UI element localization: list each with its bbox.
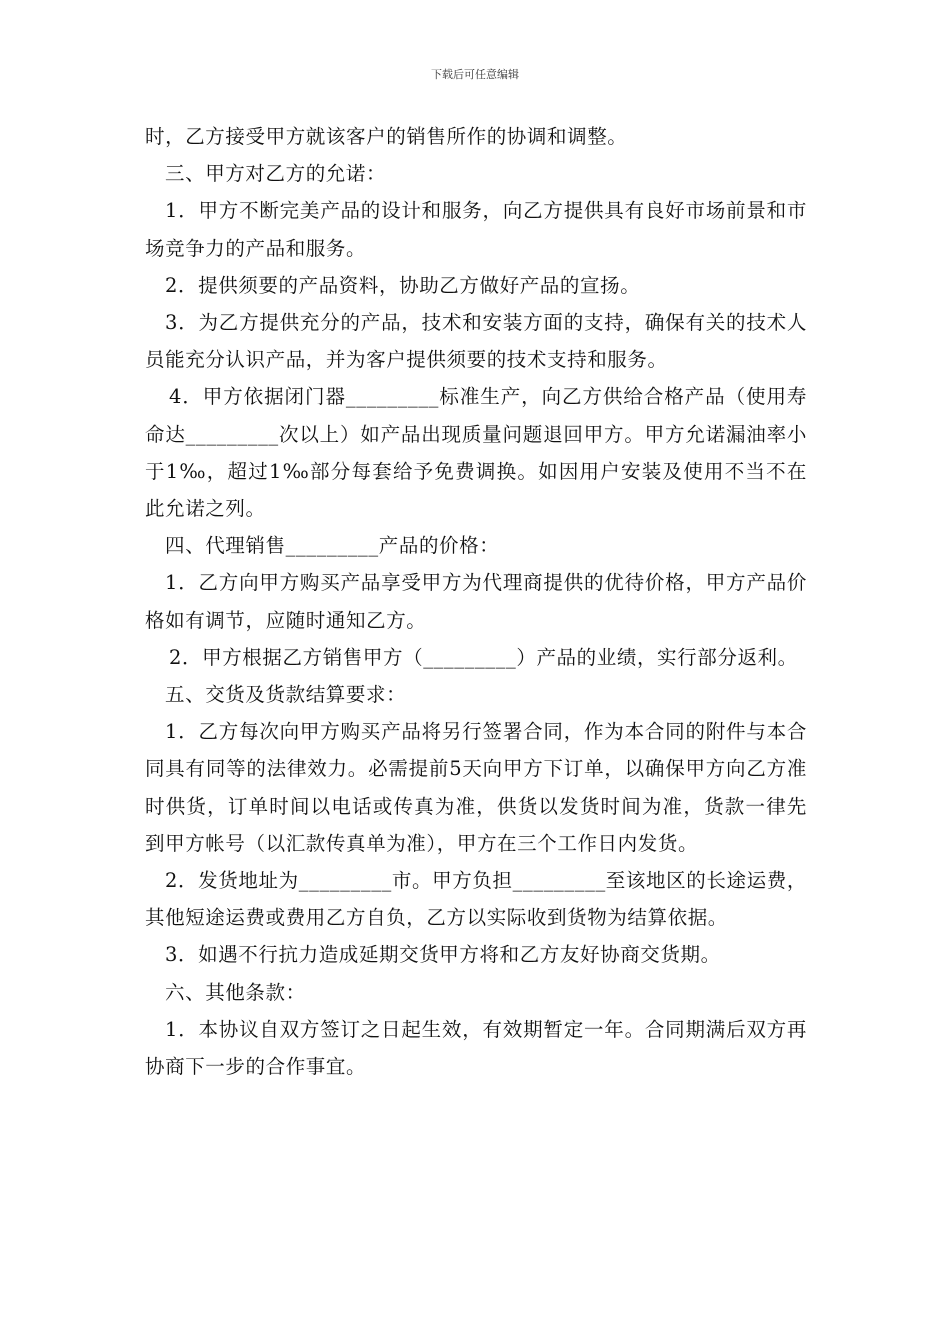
document-body [145,118,807,1085]
paragraph: 2．发货地址为_________市。甲方负担_________至该地区的长途运费，其他短途运费或费用乙方自负，乙方以实际收到货物为结算依据。 [145,869,807,930]
section-heading: 六、其他条款： [165,980,306,1004]
paragraph: 3．如遇不行抗力造成延期交货甲方将和乙方友好协商交货期。 [165,943,721,967]
section-heading: 五、交货及货款结算要求： [165,683,407,707]
paragraph: 时，乙方接受甲方就该客户的销售所作的协调和调整。 [145,125,628,148]
paragraph: 1．乙方每次向甲方购买产品将另行签署合同，作为本合同的附件与本合同具有同等的法律效力。必需提前5天向甲方下订单，以确保甲方向乙方准时供货，订单时间以电话或传真为准，供货以发货时间为准，货款一律先到甲方帐号（以汇款传真单为准），甲方在三个工作日内发货。 [145,720,807,855]
paragraph: 2．甲方根据乙方销售甲方（_________）产品的业绩，实行部分返利。 [169,645,798,669]
paragraph: 3．为乙方提供充分的产品，技术和安装方面的支持，确保有关的技术人员能充分认识产品，并为客户提供须要的技术支持和服务。 [145,311,807,372]
section-heading: 四、代理销售_________产品的价格： [165,534,500,558]
page-header: 下载后可任意编辑 [431,68,519,81]
paragraph: 2．提供须要的产品资料，协助乙方做好产品的宣扬。 [165,273,641,297]
paragraph: 4．甲方依据闭门器_________标准生产，向乙方供给合格产品（使用寿命达_________次以上）如产品出现质量问题退回甲方。甲方允诺漏油率小于1‰，超过1‰部分每套给予免费调换。如因用户安装及使用不当不在此允诺之列。 [145,385,807,521]
paragraph: 1．甲方不断完美产品的设计和服务，向乙方提供具有良好市场前景和市场竞争力的产品和服务。 [145,199,807,260]
paragraph: 1．本协议自双方签订之日起生效，有效期暂定一年。合同期满后双方再协商下一步的合作事宜。 [145,1017,807,1079]
paragraph: 1．乙方向甲方购买产品享受甲方为代理商提供的优待价格，甲方产品价格如有调节，应随时通知乙方。 [145,571,807,632]
section-heading: 三、甲方对乙方的允诺： [165,162,387,186]
